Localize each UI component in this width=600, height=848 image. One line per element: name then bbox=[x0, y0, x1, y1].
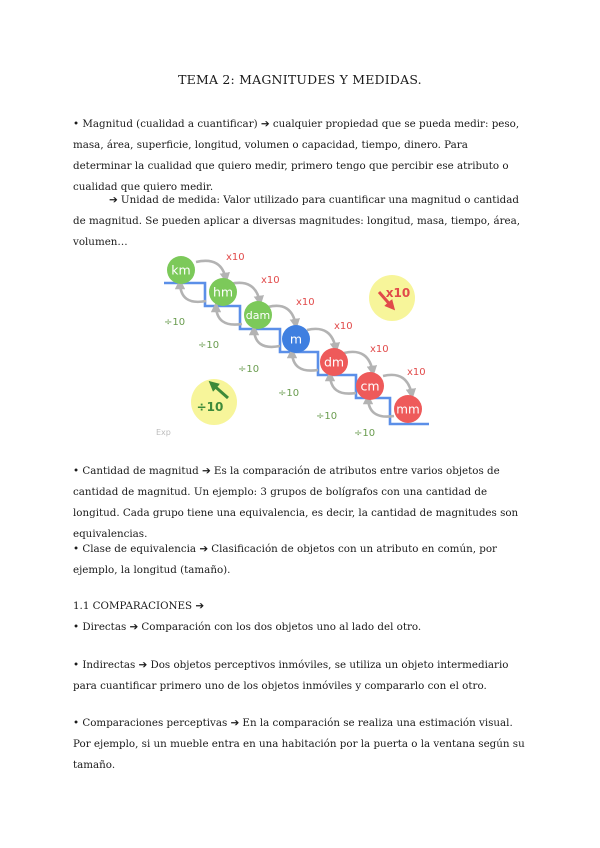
unit-mm bbox=[394, 395, 422, 423]
divide-label: ÷10 bbox=[198, 340, 220, 351]
page-title: TEMA 2: MAGNITUDES Y MEDIDAS. bbox=[178, 72, 422, 87]
unit-hm bbox=[209, 278, 237, 306]
badge-label: x10 bbox=[385, 286, 411, 300]
multiply-label: x10 bbox=[296, 297, 315, 308]
multiply-label: x10 bbox=[370, 344, 389, 355]
unit-label: km bbox=[171, 262, 191, 278]
multiply-label: x10 bbox=[226, 252, 245, 263]
divide-label: ÷10 bbox=[354, 428, 376, 439]
paragraph-clase: • Clase de equivalencia ➔ Clasificación de objetos con un atributo en común, por ejemplo, la longitud (tamaño). bbox=[73, 543, 497, 576]
divide-labels bbox=[164, 317, 375, 439]
unit-label: dm bbox=[323, 354, 345, 370]
multiply-label: x10 bbox=[261, 275, 280, 286]
section-heading: 1.1 COMPARACIONES ➔ bbox=[73, 600, 204, 612]
divide-badge bbox=[191, 379, 237, 425]
paragraph-perceptivas: • Comparaciones perceptivas ➔ En la comparación se realiza una estimación visual. Por ejemplo, si un mueble entra en una habitación por la puerta o la ventana según su tamaño. bbox=[73, 717, 525, 771]
paragraph-unidad: ➔ Unidad de medida: Valor utilizado para cuantificar una magnitud o cantidad de magnitud. Se pueden aplicar a diversas magnitudes: longitud, masa, tiempo, área, volumen… bbox=[73, 194, 521, 248]
divide-label: ÷10 bbox=[164, 317, 186, 328]
multiply-badge bbox=[369, 275, 415, 321]
unit-dam bbox=[244, 301, 272, 329]
unit-dm bbox=[320, 348, 348, 376]
paragraph-cantidad: • Cantidad de magnitud ➔ Es la comparación de atributos entre varios objetos de cantidad de magnitud. Un ejemplo: 3 grupos de bolígrafos con una cantidad de longitud. Cada grupo tiene una equivalencia, es decir, la cantidad de magnitudes son equivalencias. bbox=[73, 465, 519, 540]
unit-label: hm bbox=[212, 284, 234, 300]
paragraph-indirectas: • Indirectas ➔ Dos objetos perceptivos inmóviles, se utiliza un objeto intermediario para cuantificar primero uno de los objetos inmóviles y compararlo con el otro. bbox=[73, 659, 509, 692]
multiply-label: x10 bbox=[407, 367, 426, 378]
paragraph-magnitud: • Magnitud (cualidad a cuantificar) ➔ cualquier propiedad que se pueda medir: peso, masa, área, superficie, longitud, volumen o capacidad, tiempo, dinero. Para determinar la cualidad que quiero medir, primero tengo que percibir ese atributo o cualidad que quiero medir. bbox=[73, 118, 520, 193]
unit-label: m bbox=[289, 331, 303, 347]
divide-label: ÷10 bbox=[238, 364, 260, 375]
badge-label: ÷10 bbox=[196, 400, 224, 414]
unit-label: cm bbox=[360, 378, 380, 394]
unit-conversion-diagram bbox=[150, 246, 450, 441]
paragraph-directas: • Directas ➔ Comparación con los dos objetos uno al lado del otro. bbox=[73, 621, 422, 633]
multiply-label: x10 bbox=[334, 321, 353, 332]
divide-label: ÷10 bbox=[278, 388, 300, 399]
unit-m bbox=[282, 325, 310, 353]
unit-cm bbox=[356, 372, 384, 400]
unit-label: dam bbox=[245, 309, 271, 322]
unit-km bbox=[167, 256, 195, 284]
divide-label: ÷10 bbox=[316, 411, 338, 422]
unit-label: mm bbox=[396, 402, 420, 417]
watermark: Exp bbox=[156, 428, 171, 437]
